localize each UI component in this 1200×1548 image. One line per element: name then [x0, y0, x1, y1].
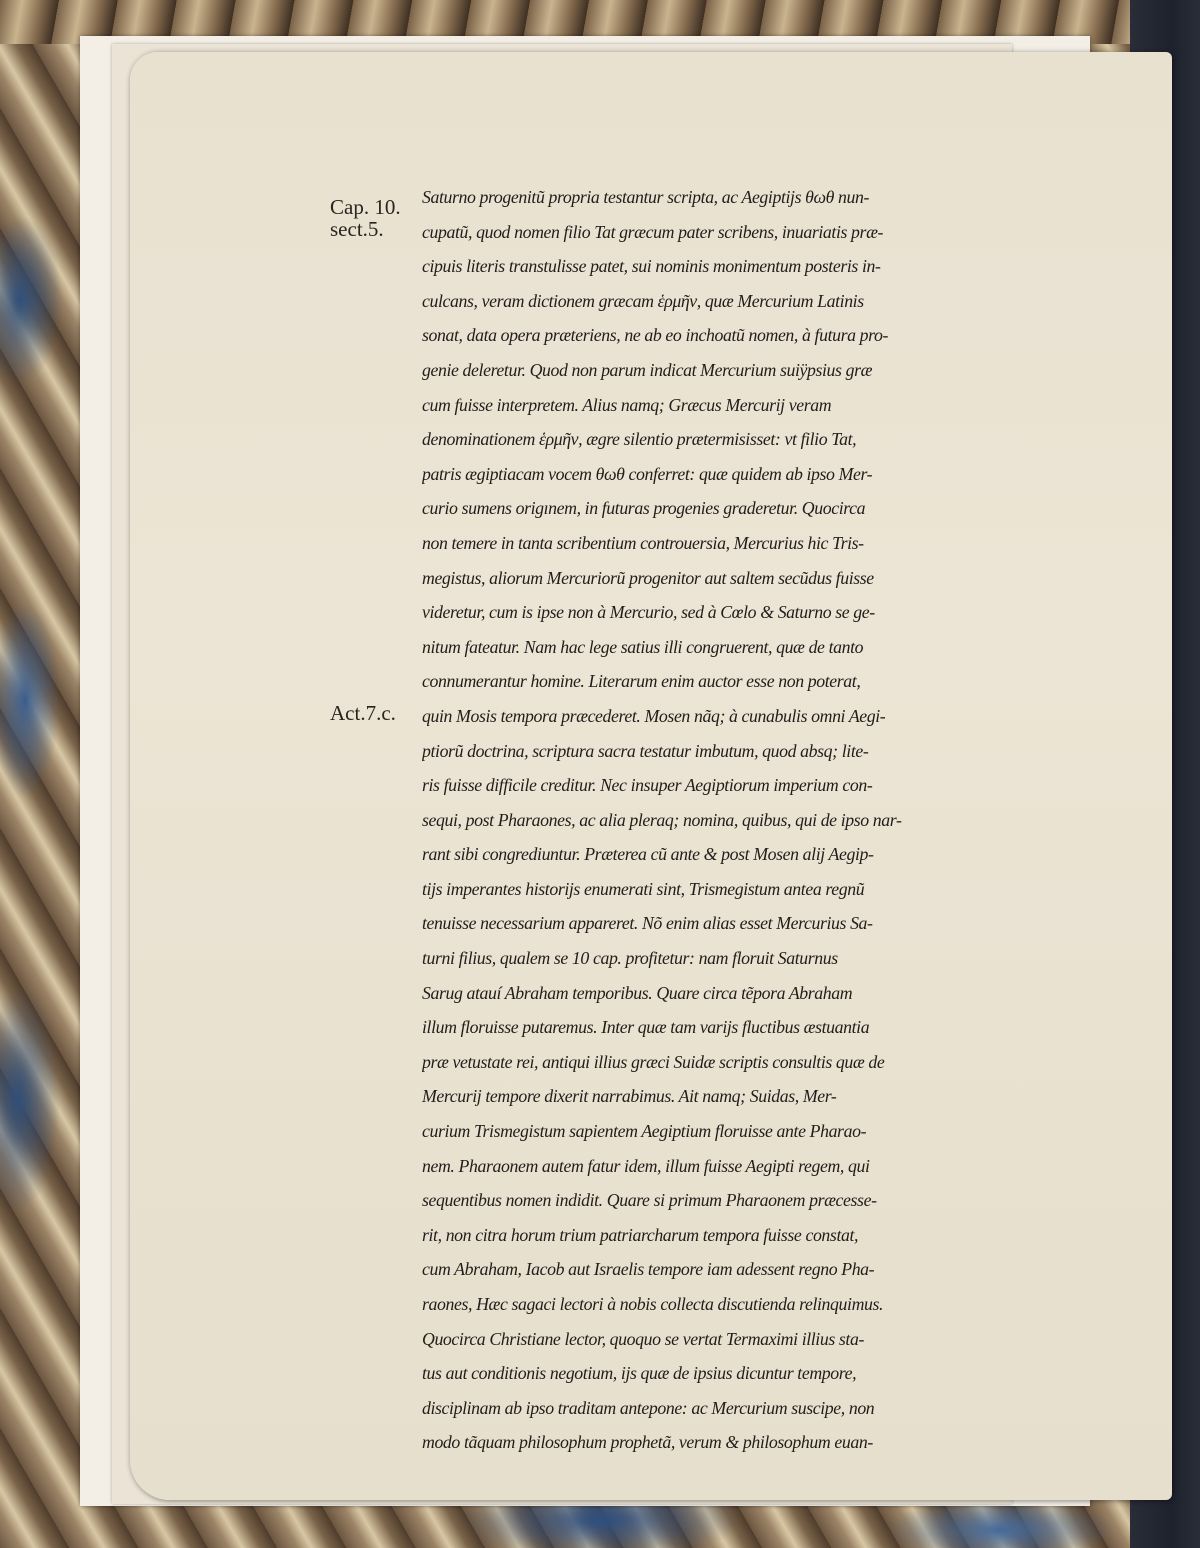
text-line: videretur, cum is ipse non à Mercurio, sed à Cœlo & Saturno se ge- — [422, 602, 875, 623]
text-line: nitum fateatur. Nam hac lege satius illi congruerent, quæ de tanto — [422, 636, 864, 657]
text-line: tijs imperantes historijs enumerati sint, Trismegistum antea regnũ — [422, 878, 865, 899]
text-line: rant sibi congrediuntur. Præterea cũ ante & post Mosen alij Aegip- — [422, 844, 874, 865]
margin-note-line: sect.5. — [330, 217, 384, 241]
text-line: tenuisse necessarium appareret. Nõ enim alias esset Mercurius Sa- — [422, 913, 873, 934]
margin-note-act — [330, 702, 396, 724]
text-line: turni filius, qualem se 10 cap. profitetur: nam floruit Saturnus — [422, 948, 838, 969]
margin-note-cap — [330, 196, 401, 240]
text-line: curio sumens origınem, in futuras progenies graderetur. Quocirca — [422, 498, 866, 519]
text-line: non temere in tanta scribentium controuersia, Mercurius hic Tris- — [422, 532, 864, 553]
text-line: ptiorũ doctrina, scriptura sacra testatur imbutum, quod absq; lite- — [422, 740, 869, 761]
body-text — [422, 180, 1158, 1460]
text-line: quin Mosis tempora præcederet. Mosen nãq; à cunabulis omni Aegi- — [422, 705, 886, 726]
margin-note-line: Cap. 10. — [330, 195, 401, 219]
text-line: cum fuisse interpretem. Alius namq; Græcus Mercurij veram — [422, 394, 832, 415]
text-line: denominationem ἑρμῆν, ægre silentio prætermisisset: vt filio Tat, — [422, 429, 857, 450]
text-line: sonat, data opera præteriens, ne ab eo inchoatũ nomen, à futura pro- — [422, 325, 889, 346]
text-line: disciplinam ab ipso traditam antepone: ac Mercurium suscipe, non — [422, 1397, 875, 1418]
text-line: megistus, aliorum Mercuriorũ progenitor aut saltem secũdus fuisse — [422, 567, 874, 588]
text-line: modo tãquam philosophum prophetã, verum & philosophum euan- — [422, 1432, 873, 1453]
text-line: ris fuisse difficile creditur. Nec insuper Aegiptiorum imperium con- — [422, 775, 873, 796]
text-line: sequi, post Pharaones, ac alia pleraq; nomina, quibus, qui de ipso nar- — [422, 809, 902, 830]
text-line: curium Trismegistum sapientem Aegiptium floruisse ante Pharao- — [422, 1121, 867, 1142]
text-line: Saturno progenitũ propria testantur scripta, ac Aegiptijs θωθ nun- — [422, 187, 869, 207]
text-line: cupatũ, quod nomen filio Tat græcum pater scribens, inuariatis præ- — [422, 221, 884, 242]
text-line: Sarug atauí Abraham temporibus. Quare circa tẽpora Abraham — [422, 982, 853, 1003]
text-line: genie deleretur. Quod non parum indicat Mercurium suiÿpsius græ — [422, 359, 873, 380]
text-line: præ vetustate rei, antiqui illius græci Suidæ scriptis consultis quæ de — [422, 1051, 885, 1072]
text-line: Mercurij tempore dixerit narrabimus. Ait namq; Suidas, Mer- — [422, 1086, 837, 1107]
text-line: illum floruisse putaremus. Inter quæ tam varijs fluctibus æstuantia — [422, 1017, 870, 1038]
text-line: raones, Hæc sagaci lectori à nobis collecta discutienda relinquimus. — [422, 1294, 884, 1314]
margin-note-line: Act.7.c. — [330, 701, 396, 725]
text-line: cipuis literis transtulisse patet, sui nominis monimentum posteris in- — [422, 256, 881, 277]
text-line: Quocirca Christiane lector, quoquo se vertat Termaximi illius sta- — [422, 1328, 864, 1349]
text-line: tus aut conditionis negotium, ijs quæ de ipsius dicuntur tempore, — [422, 1363, 857, 1384]
text-line: connumerantur homine. Literarum enim auctor esse non poterat, — [422, 671, 861, 692]
text-line: sequentibus nomen indidit. Quare si primum Pharaonem præcesse- — [422, 1190, 877, 1211]
text-line: rit, non citra horum trium patriarcharum tempora fuisse constat, — [422, 1224, 859, 1245]
text-line: culcans, veram dictionem græcam ἑρμῆν, quæ Mercurium Latinis — [422, 290, 864, 311]
text-line: patris ægiptiacam vocem θωθ conferret: quæ quidem ab ipso Mer- — [422, 463, 873, 484]
text-line: cum Abraham, Iacob aut Israelis tempore iam adessent regno Pha- — [422, 1259, 875, 1280]
text-line: nem. Pharaonem autem fatur idem, illum fuisse Aegipti regem, qui — [422, 1155, 870, 1176]
